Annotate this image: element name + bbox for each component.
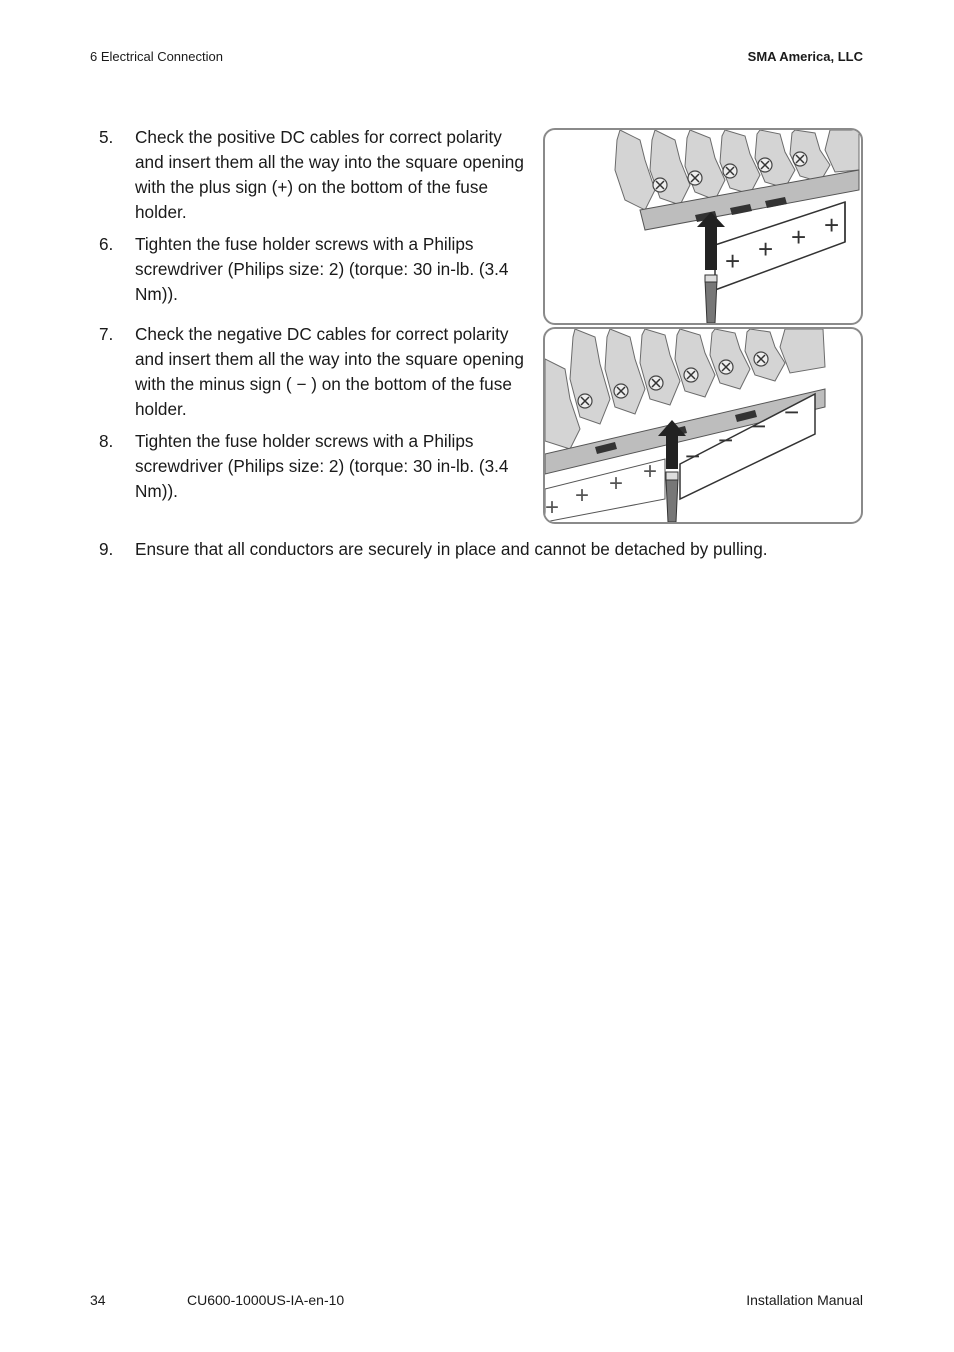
plus-mark: + [758,234,774,264]
plus-mark: + [609,470,624,497]
step-8 [97,429,527,504]
step-5 [97,125,527,225]
footer-page-number: 34 [90,1292,106,1308]
dc-cable [666,479,678,522]
steps-group-negative [97,322,527,511]
step-text: Tighten the fuse holder screws with a Philips screwdriver (Philips size: 2) (torque: 30 in-lb. (3.4 Nm)). [135,234,509,304]
fuse-holder-positive-illustration [545,130,861,323]
plus-mark: + [643,458,658,485]
cable-ferrule [705,275,717,282]
insert-arrow-shaft [705,225,717,270]
step-number: 9. [99,539,114,559]
step-number: 6. [99,234,114,254]
steps-group-positive [97,125,527,314]
insert-arrow-shaft [666,434,678,469]
minus-mark: − [685,441,701,471]
figure-negative-fuse-holder [543,327,863,524]
step-7 [97,322,527,422]
plus-mark: + [824,210,840,240]
minus-mark: − [784,397,800,427]
plus-mark: + [725,246,741,276]
plus-mark: + [575,482,590,509]
running-header-section: 6 Electrical Connection [90,49,223,64]
plus-mark: + [545,494,560,521]
minus-mark: − [718,425,734,455]
figure-positive-fuse-holder [543,128,863,325]
step-6 [97,232,527,307]
step-text: Check the negative DC cables for correct polarity and insert them all the way into the square opening with the minus sign ( − ) on the bottom of the fuse holder. [135,324,524,419]
step-9 [97,537,915,562]
minus-mark: − [751,411,767,441]
step-number: 5. [99,127,114,147]
step-number: 7. [99,324,114,344]
step-text: Check the positive DC cables for correct polarity and insert them all the way into the square opening with the plus sign (+) on the bottom of the fuse holder. [135,127,524,222]
step-text: Ensure that all conductors are securely in place and cannot be detached by pulling. [135,539,768,559]
fuse-holder-negative-illustration [545,329,861,522]
step-text: Tighten the fuse holder screws with a Philips screwdriver (Philips size: 2) (torque: 30 in-lb. (3.4 Nm)). [135,431,509,501]
cable-ferrule [666,472,678,480]
step-number: 8. [99,431,114,451]
footer-document-id: CU600-1000US-IA-en-10 [187,1292,345,1308]
footer-document-type: Installation Manual [746,1292,863,1308]
plus-mark: + [791,222,807,252]
dc-cable [705,280,717,323]
running-header-company: SMA America, LLC [747,49,863,64]
